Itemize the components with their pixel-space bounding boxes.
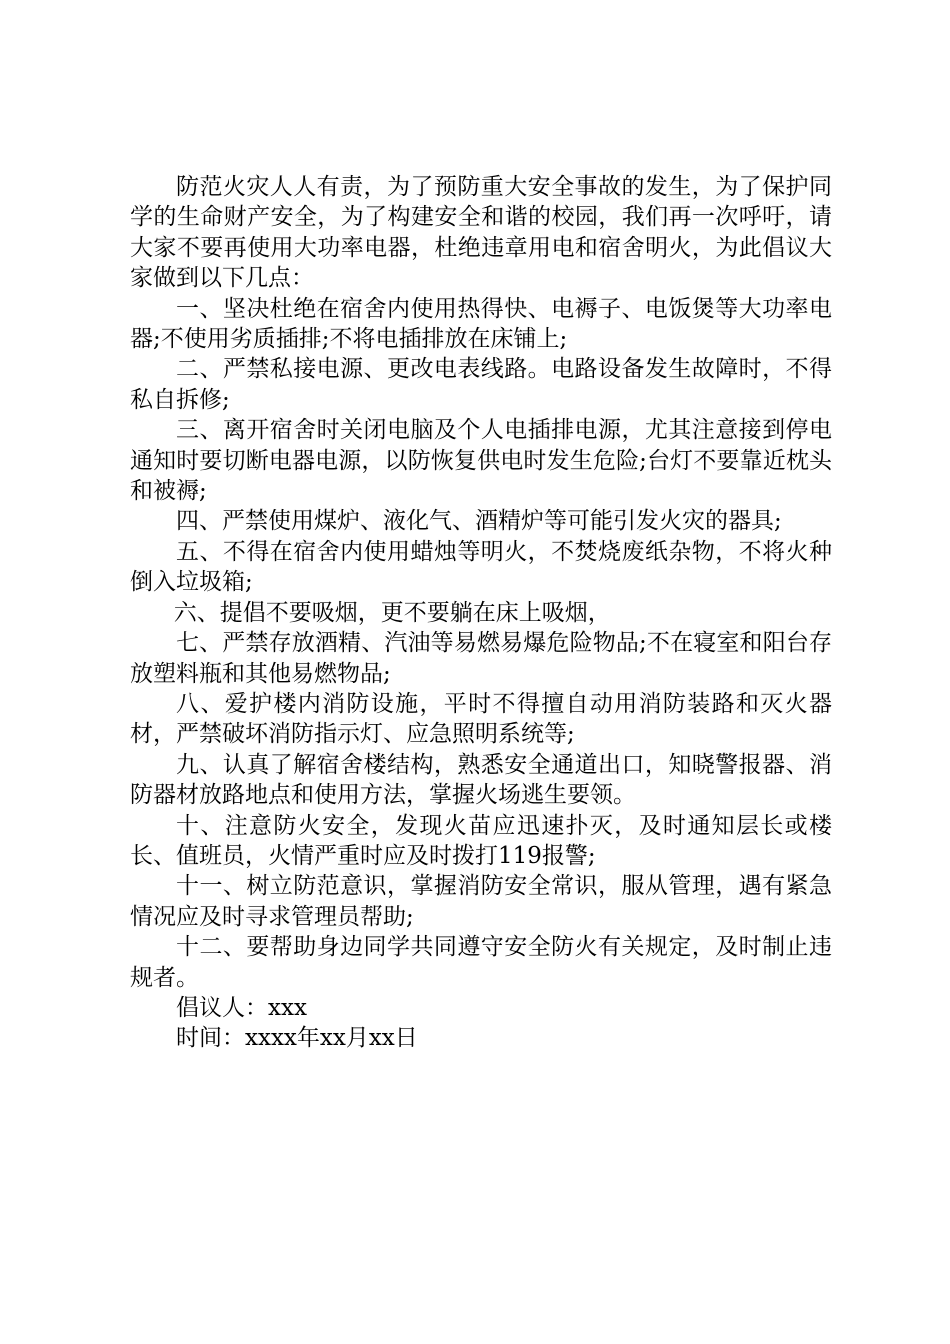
item-9: 九、认真了解宿舍楼结构，熟悉安全通道出口，知晓警报器、消防器材放路地点和使用方法，掌握火场逃生要领。 (130, 751, 832, 809)
item-7: 七、严禁存放酒精、汽油等易燃易爆危险物品;不在寝室和阳台存放塑料瓶和其他易燃物品; (130, 630, 832, 687)
date-line: 时间：xxxx年xx月xx日 (176, 1025, 418, 1052)
item-10: 十、注意防火安全，发现火苗应迅速扑灭，及时通知层长或楼长、值班员，火情严重时应及时拨打119报警; (130, 812, 832, 869)
intro-paragraph: 防范火灾人人有责，为了预防重大安全事故的发生，为了保护同学的生命财产安全，为了构建安全和谐的校园，我们再一次呼吁，请大家不要再使用大功率电器，杜绝违章用电和宿舍明火，为此倡议大家做到以下几点： (130, 174, 832, 292)
item-8: 八、爱护楼内消防设施，平时不得擅自动用消防装路和灭火器材，严禁破坏消防指示灯、应急照明系统等; (130, 690, 832, 748)
item-1: 一、坚决杜绝在宿舍内使用热得快、电褥子、电饭煲等大功率电器;不使用劣质插排;不将电插排放在床铺上; (130, 295, 832, 353)
item-11: 十一、树立防范意识，掌握消防安全常识，服从管理，遇有紧急情况应及时寻求管理员帮助; (130, 873, 832, 930)
item-6: 六、提倡不要吸烟，更不要躺在床上吸烟， (173, 599, 611, 626)
item-12: 十二、要帮助身边同学共同遵守安全防火有关规定，及时制止违规者。 (130, 934, 832, 991)
item-5: 五、不得在宿舍内使用蜡烛等明火，不焚烧废纸杂物，不将火种倒入垃圾箱; (130, 538, 832, 596)
document-body (130, 172, 832, 1054)
item-3: 三、离开宿舍时关闭电脑及个人电插排电源，尤其注意接到停电通知时要切断电器电源，以防恢复供电时发生危险;台灯不要靠近枕头和被褥; (130, 417, 832, 505)
signer-line: 倡议人：xxx (176, 994, 307, 1021)
item-4: 四、严禁使用煤炉、液化气、酒精炉等可能引发火灾的器具; (176, 508, 782, 535)
item-2: 二、严禁私接电源、更改电表线路。电路设备发生故障时，不得私自拆修; (130, 356, 832, 413)
